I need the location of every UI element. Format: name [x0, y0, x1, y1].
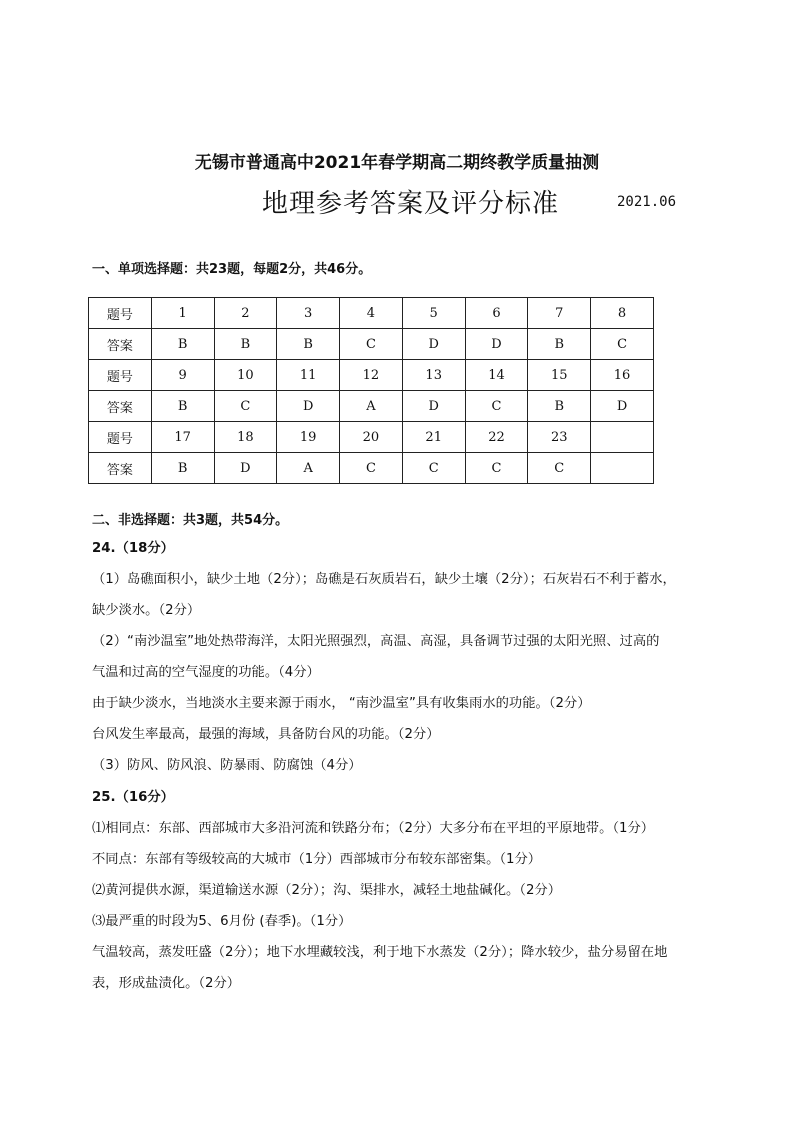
table-cell: C — [591, 329, 654, 360]
table-cell: B — [528, 391, 591, 422]
table-cell: C — [465, 453, 528, 484]
table-cell: C — [528, 453, 591, 484]
answer-table-row — [89, 391, 654, 422]
document-title: 地理参考答案及评分标准 — [262, 189, 560, 219]
table-cell: D — [402, 391, 465, 422]
table-cell: A — [277, 453, 340, 484]
row-label: 答案 — [89, 391, 152, 422]
table-cell: 10 — [214, 360, 277, 391]
table-cell: D — [591, 391, 654, 422]
table-cell — [591, 422, 654, 453]
table-cell: 7 — [528, 298, 591, 329]
table-cell: D — [214, 453, 277, 484]
q25-line: ⑴相同点：东部、西部城市大多沿河流和铁路分布；（2分）大多分布在平坦的平原地带。（1分） — [92, 821, 655, 836]
table-cell: B — [151, 391, 214, 422]
answer-table-row — [89, 422, 654, 453]
answer-table-row — [89, 329, 654, 360]
answer-table-row — [89, 360, 654, 391]
table-cell: 14 — [465, 360, 528, 391]
table-cell: 2 — [214, 298, 277, 329]
table-cell: 9 — [151, 360, 214, 391]
q24-line: 缺少淡水。（2分） — [92, 603, 201, 618]
table-cell: B — [214, 329, 277, 360]
table-cell: B — [151, 453, 214, 484]
table-cell: B — [151, 329, 214, 360]
table-cell: C — [340, 453, 403, 484]
q24-line: （1）岛礁面积小，缺少土地（2分）；岛礁是石灰质岩石，缺少土壤（2分）；石灰岩石不利于蓄水， — [92, 572, 676, 587]
table-cell: 21 — [402, 422, 465, 453]
row-label: 答案 — [89, 329, 152, 360]
table-cell: 20 — [340, 422, 403, 453]
table-cell: D — [277, 391, 340, 422]
row-label: 题号 — [89, 298, 152, 329]
q25-line: 表，形成盐渍化。（2分） — [92, 976, 241, 991]
table-cell: C — [214, 391, 277, 422]
table-cell: 17 — [151, 422, 214, 453]
q25-title: 25.（16分） — [92, 790, 174, 805]
table-cell: B — [277, 329, 340, 360]
row-label: 答案 — [89, 453, 152, 484]
table-cell — [591, 453, 654, 484]
table-cell: C — [402, 453, 465, 484]
q24-line: 由于缺少淡水，当地淡水主要来源于雨水， “南沙温室”具有收集雨水的功能。（2分） — [92, 696, 591, 711]
exam-title: 无锡市普通高中2021年春学期高二期终教学质量抽测 — [194, 153, 600, 173]
table-cell: 3 — [277, 298, 340, 329]
table-cell: D — [402, 329, 465, 360]
table-cell: 23 — [528, 422, 591, 453]
table-cell: D — [465, 329, 528, 360]
q24-line: 气温和过高的空气湿度的功能。（4分） — [92, 665, 320, 680]
section2-heading: 二、非选择题：共3题，共54分。 — [92, 513, 289, 528]
answer-table-row — [89, 298, 654, 329]
q25-line: 不同点：东部有等级较高的大城市（1分）西部城市分布较东部密集。（1分） — [92, 852, 542, 867]
table-cell: 19 — [277, 422, 340, 453]
row-label: 题号 — [89, 360, 152, 391]
table-cell: 11 — [277, 360, 340, 391]
table-cell: 5 — [402, 298, 465, 329]
table-cell: 8 — [591, 298, 654, 329]
table-cell: A — [340, 391, 403, 422]
section1-heading: 一、单项选择题：共23题，每题2分，共46分。 — [92, 262, 372, 277]
q25-line: 气温较高，蒸发旺盛（2分）；地下水埋藏较浅，利于地下水蒸发（2分）；降水较少，盐分易留在地 — [92, 945, 668, 960]
table-cell: 1 — [151, 298, 214, 329]
q25-line: ⑵黄河提供水源，渠道输送水源（2分）；沟、渠排水，减轻土地盐碱化。（2分） — [92, 883, 562, 898]
table-cell: 4 — [340, 298, 403, 329]
table-cell: C — [340, 329, 403, 360]
q24-line: （3）防风、防风浪、防暴雨、防腐蚀（4分） — [92, 758, 362, 773]
table-cell: 6 — [465, 298, 528, 329]
row-label: 题号 — [89, 422, 152, 453]
table-cell: 18 — [214, 422, 277, 453]
table-cell: 16 — [591, 360, 654, 391]
table-cell: 15 — [528, 360, 591, 391]
q24-line: 台风发生率最高，最强的海域，具备防台风的功能。（2分） — [92, 727, 440, 742]
q24-line: （2）“南沙温室”地处热带海洋，太阳光照强烈，高温、高湿，具备调节过强的太阳光照、过高的 — [92, 634, 660, 649]
document-date: 2021.06 — [617, 194, 677, 210]
table-cell: C — [465, 391, 528, 422]
answer-table — [88, 297, 654, 484]
table-cell: 13 — [402, 360, 465, 391]
table-cell: 22 — [465, 422, 528, 453]
q25-line: ⑶最严重的时段为5、6月份 (春季)。（1分） — [92, 914, 352, 929]
table-cell: B — [528, 329, 591, 360]
answer-table-row — [89, 453, 654, 484]
table-cell: 12 — [340, 360, 403, 391]
q24-title: 24.（18分） — [92, 541, 174, 556]
